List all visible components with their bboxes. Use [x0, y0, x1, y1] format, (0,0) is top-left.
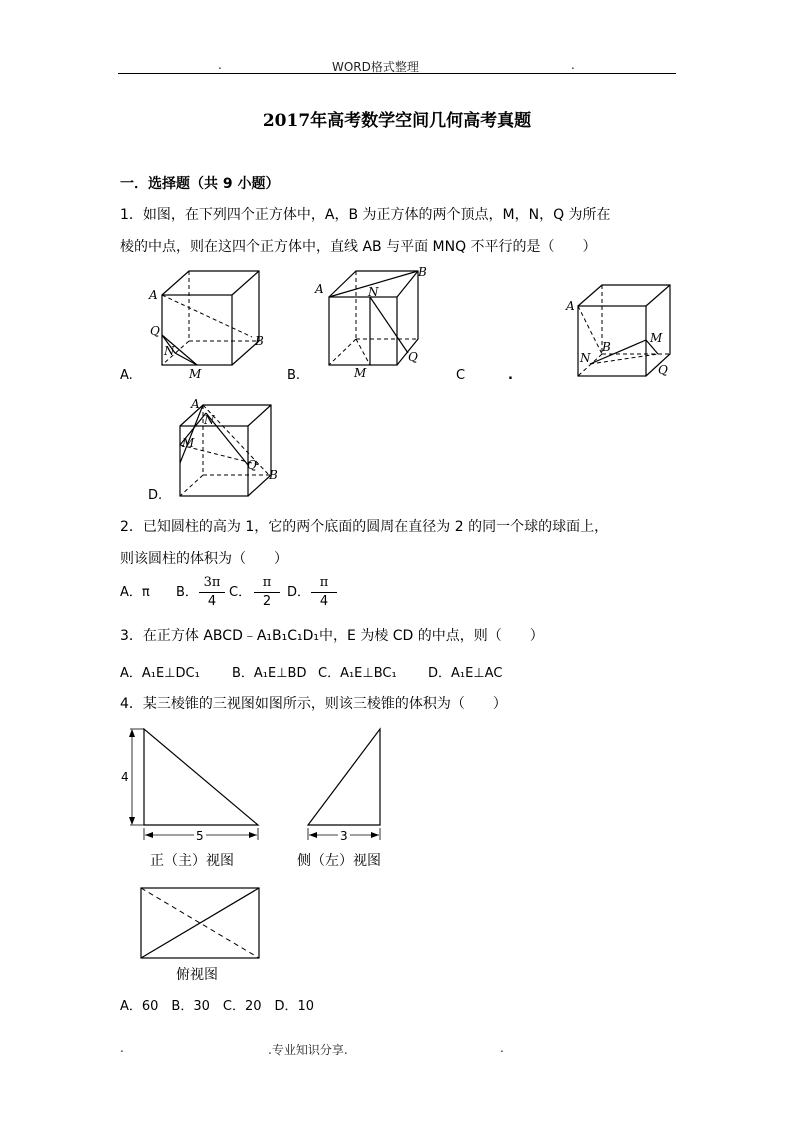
- q4-dim-width: 5: [196, 829, 204, 842]
- q4-dim-height: 4: [121, 770, 129, 784]
- q2-d-fraction-bar: [311, 592, 337, 593]
- q3-option-d: D．A₁E⊥AC: [428, 666, 503, 681]
- q1b-label-b: B: [418, 265, 427, 279]
- q1-option-c-label: C: [456, 368, 466, 383]
- page-title: 2017年高考数学空间几何高考真题: [262, 111, 532, 131]
- q1-option-b-label: B.: [287, 368, 301, 383]
- q2-b-fraction-bar: [199, 592, 225, 593]
- q1c-label-n: N: [580, 351, 591, 365]
- q2-c-fraction-bar: [254, 592, 280, 593]
- q2-d-denominator: 4: [319, 594, 329, 609]
- q4-options: A．60 B．30 C．20 D．10: [120, 999, 315, 1014]
- q1-cube-b-figure: [312, 263, 442, 385]
- q2-line1: 2．已知圆柱的高为 1，它的两个底面的圆周在直径为 2 的同一个球的球面上，: [120, 519, 609, 535]
- q1c-label-q: Q: [658, 363, 668, 377]
- q3-stem: 3．在正方体 ABCD﹣A₁B₁C₁D₁中，E 为棱 CD 的中点，则（ ）: [120, 628, 544, 644]
- q4-side-view-figure: [300, 724, 390, 842]
- q2-option-c-label: C．: [229, 585, 252, 600]
- q1-option-d-label: D.: [148, 488, 163, 503]
- q4-front-view-figure: [118, 724, 268, 842]
- q2-option-d-label: D．: [287, 585, 311, 600]
- header-title: WORD格式整理: [332, 60, 419, 74]
- footer-dot-left: .: [120, 1041, 124, 1055]
- q1-cube-d-figure: [172, 395, 292, 505]
- q2-option-b-fraction: [199, 575, 225, 610]
- q3-option-a: A．A₁E⊥DC₁: [120, 666, 200, 681]
- q2-c-numerator: π: [262, 575, 272, 590]
- q1d-label-m: M: [182, 436, 195, 450]
- q1-option-c-dot: .: [508, 368, 513, 383]
- q2-option-a: A．π: [120, 585, 150, 600]
- header-dot-left: .: [218, 58, 222, 72]
- q2-b-numerator: 3π: [203, 575, 221, 590]
- q2-d-numerator: π: [319, 575, 329, 590]
- q4-side-view-caption: 侧（左）视图: [297, 853, 381, 869]
- q2-line2: 则该圆柱的体积为（ ）: [120, 551, 288, 567]
- q3-option-c: C．A₁E⊥BC₁: [318, 666, 397, 681]
- q2-option-b-label: B．: [176, 585, 198, 600]
- q3-option-b: B．A₁E⊥BD: [232, 666, 307, 681]
- q2-option-c-fraction: [254, 575, 280, 610]
- q2-b-denominator: 4: [207, 594, 217, 609]
- q1b-label-m: M: [354, 366, 367, 380]
- q1a-label-b: B: [255, 334, 264, 348]
- q4-stem: 4．某三棱锥的三视图如图所示，则该三棱锥的体积为（ ）: [120, 696, 507, 712]
- q4-top-view-figure: [136, 884, 266, 962]
- q1-line2: 棱的中点，则在这四个正方体中，直线 AB 与平面 MNQ 不平行的是（ ）: [120, 239, 597, 255]
- q1c-label-m: M: [650, 331, 663, 345]
- q1c-label-b: B: [602, 340, 611, 354]
- footer-text: .专业知识分享.: [268, 1043, 348, 1057]
- q1d-label-n: N: [204, 413, 215, 427]
- q4-dim-side: 3: [340, 829, 348, 842]
- q1-cube-a-figure: [135, 265, 275, 385]
- q1b-label-a: A: [315, 282, 324, 296]
- footer-dot-right: .: [500, 1041, 504, 1055]
- q1b-label-q: Q: [408, 350, 418, 364]
- q1a-label-m: M: [189, 367, 202, 381]
- q1d-label-b: B: [269, 468, 278, 482]
- q2-option-d-fraction: [311, 575, 337, 610]
- q1a-label-q: Q: [150, 324, 160, 338]
- q1a-label-a: A: [149, 288, 158, 302]
- q4-top-view-caption: 俯视图: [176, 967, 218, 983]
- q1-option-a-label: A.: [120, 368, 133, 383]
- q1b-label-n: N: [368, 285, 379, 299]
- header-dot-right: .: [571, 58, 575, 72]
- header-rule: [118, 73, 676, 74]
- q1-line1: 1．如图，在下列四个正方体中，A，B 为正方体的两个顶点，M，N，Q 为所在: [120, 207, 611, 223]
- q1c-label-a: A: [566, 299, 575, 313]
- q2-c-denominator: 2: [262, 594, 272, 609]
- q4-front-view-caption: 正（主）视图: [150, 853, 234, 869]
- q1a-label-n: N: [164, 344, 175, 358]
- q1d-label-a: A: [191, 397, 200, 411]
- q1d-label-q: Q: [247, 458, 257, 472]
- section-heading: 一．选择题（共 9 小题）: [120, 176, 280, 192]
- q1-cube-c-figure: [562, 280, 682, 385]
